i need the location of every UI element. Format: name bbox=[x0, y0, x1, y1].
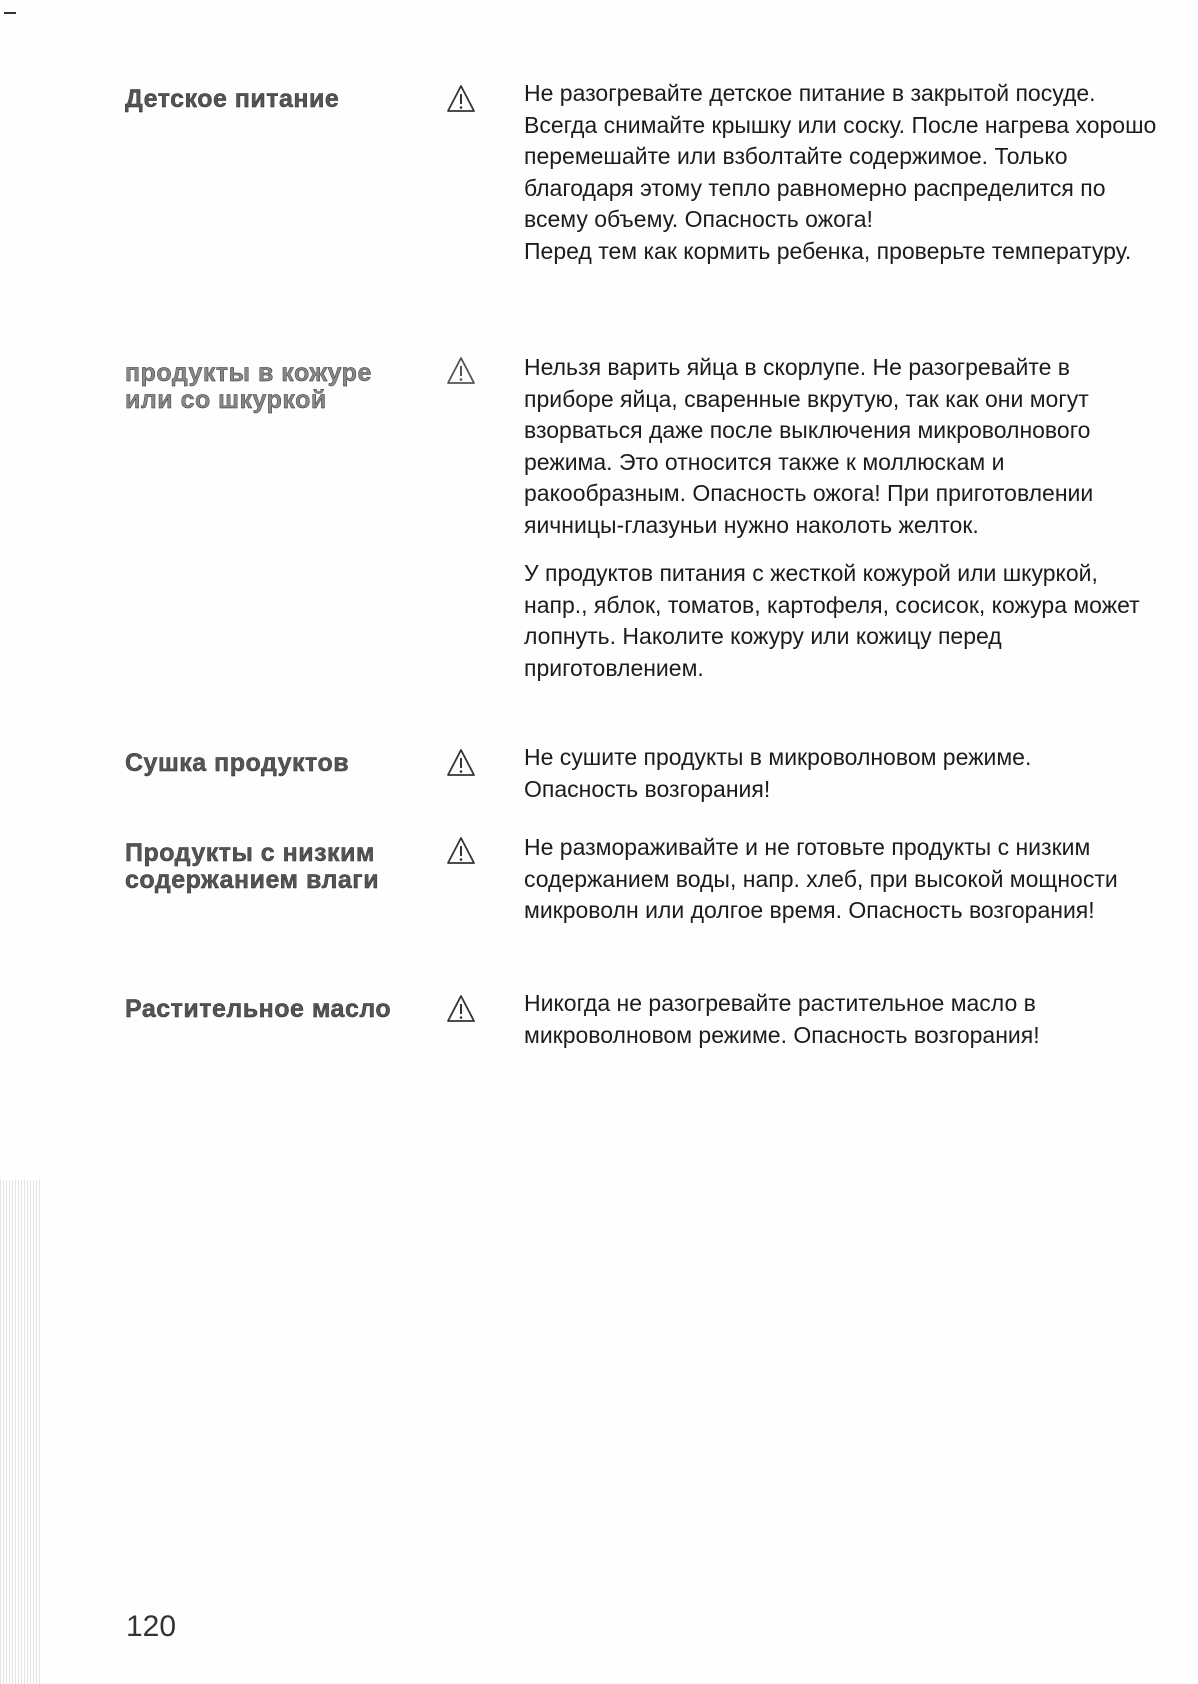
section-text bbox=[524, 742, 1144, 805]
warning-triangle-icon bbox=[446, 994, 476, 1024]
section-label: Сушка продуктов bbox=[125, 749, 350, 777]
page-number: 120 bbox=[126, 1610, 177, 1643]
paragraph: Не разогревайте детское питание в закрытой посуде. Всегда снимайте крышку или соску. После нагрева хорошо перемешайте или взболтайте содержимое. Только благодаря этому тепло равномерно распределится по всему объему. Опасность ожога! bbox=[524, 80, 1157, 232]
paragraph: Нельзя варить яйца в скорлупе. Не разогревайте в приборе яйца, сваренные вкрутую, так как они могут взорваться даже после выключения микроволнового режима. Это относится также к моллюскам и ракообразным. Опасность ожога! При приготовлении яичницы-глазуньи нужно наколоть желток. bbox=[524, 354, 1094, 538]
paragraph: Не сушите продукты в микроволновом режиме. Опасность возгорания! bbox=[524, 744, 1032, 802]
paragraph: У продуктов питания с жесткой кожурой или шкуркой, напр., яблок, томатов, картофеля, сосисок, кожура может лопнуть. Наколите кожуру или кожицу перед приготовлением. bbox=[524, 560, 1140, 681]
section-text bbox=[524, 832, 1144, 927]
section-label: Детское питание bbox=[125, 85, 340, 113]
section-label: Продукты с низким содержанием влаги bbox=[125, 839, 380, 894]
paragraph: Перед тем как кормить ребенка, проверьте температуру. bbox=[524, 237, 1132, 264]
paragraph: Не размораживайте и не готовьте продукты с низким содержанием воды, напр. хлеб, при высокой мощности микроволн или долгое время. Опасность возгорания! bbox=[524, 834, 1118, 923]
section-text bbox=[524, 78, 1164, 267]
scan-corner-mark bbox=[4, 12, 16, 14]
warning-triangle-icon bbox=[446, 836, 476, 866]
section-text bbox=[524, 352, 1164, 684]
warning-triangle-icon bbox=[446, 356, 476, 386]
section-label: Растительное масло bbox=[125, 995, 392, 1023]
section-label: продукты в кожуре или со шкуркой bbox=[125, 359, 372, 414]
section-text bbox=[524, 988, 1164, 1051]
scan-edge-noise bbox=[0, 1180, 40, 1684]
warning-triangle-icon bbox=[446, 748, 476, 778]
paragraph: Никогда не разогревайте растительное масло в микроволновом режиме. Опасность возгорания! bbox=[524, 990, 1040, 1048]
warning-triangle-icon bbox=[446, 84, 476, 114]
